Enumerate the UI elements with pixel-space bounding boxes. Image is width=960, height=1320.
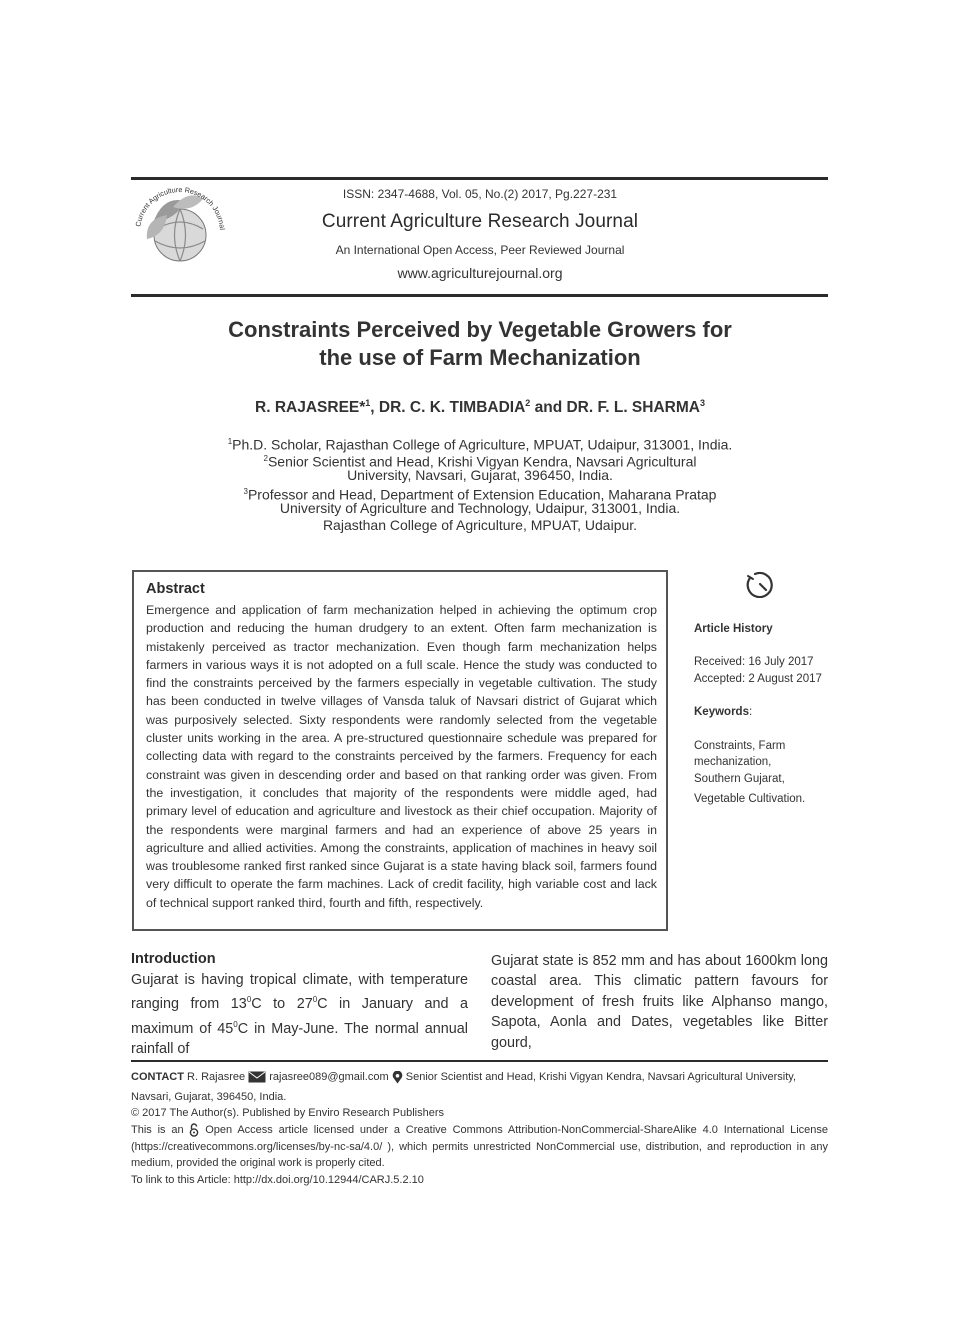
keywords-label: Keywords (694, 706, 749, 718)
abstract-heading: Abstract (146, 581, 205, 597)
intro-text: C in May-June. The normal annual rainfall of (131, 1020, 468, 1057)
contact-address-cont: Navsari, Gujarat, 396450, India. (131, 1091, 287, 1103)
author-1: R. RAJASREE* (255, 399, 366, 417)
keyword-line-2: mechanization, (694, 756, 772, 768)
keywords-colon: : (748, 706, 753, 718)
abstract-text: Emergence and application of farm mechanization helped in achieving the optimum crop production and reducing the human drudgery to an extent. Often farm mechanization is mistakenly perceived as tractor mechanization. Even though farm mechanization helps farmers in various ways it is not adopted on a full scale. Hence the study was conducted to find the constraints perceived by the farmers especially in vegetable cultivation. The study has been conducted in twelve villages of Vansda taluk of Navsari district of Gujarat which was purposively selected. Sixty respondents were randomly selected from the vegetable cluster units working in the area. A pre-structured questionnaire schedule was prepared for collecting data with regard to the constraints perceived by the farmers. Frequency for each constraint was given in descending order and based on that ranking order was given. From the investigation, it concludes that majority of the respondents were middle aged, had primary level of education and agriculture and livestock as their chief occupation. Majority of the respondents were marginal farmers and had an experience of above 25 years in agriculture and allied activities. Among the constraints, application of machines in heavy soil was troublesome ranked first ranked since Gujarat is a state having black soil, farmers found very difficult to operate the farm machines. Lack of credit facility, high variable cost and lack of technical support ranked third, fourth and fifth, respectively. (146, 603, 657, 910)
issn-line: ISSN: 2347-4688, Vol. 05, No.(2) 2017, Pg.227-231 (342, 187, 618, 201)
affiliation-text: Senior Scientist and Head, Krishi Vigyan Kendra, Navsari Agricultural (267, 453, 697, 470)
affiliation-marker: 3 (243, 487, 248, 496)
author-2: , DR. C. K. TIMBADIA (370, 399, 526, 417)
affiliation-text: Rajasthan College of Agriculture, MPUAT, Udaipur. (322, 517, 638, 533)
keyword-line-1: Constraints, Farm (694, 740, 786, 752)
license-prefix: This is an (131, 1124, 190, 1136)
license-statement (131, 1122, 828, 1172)
introduction-column-2: Gujarat state is 852 mm and has about 1600km long coastal area. This climatic pattern favours for development of fresh fruits like Alphanso mango, Sapota, Aonla and Dates, vegetables like Bitter gourd, (491, 953, 828, 1051)
affiliation-marker: 2 (263, 454, 268, 463)
intro-text: C to 27 (251, 996, 313, 1013)
author-list (0, 398, 960, 417)
journal-title: Current Agriculture Research Journal (321, 211, 639, 232)
affiliation-2-cont (0, 467, 960, 484)
accepted-date: Accepted: 2 August 2017 (694, 673, 822, 685)
contact-address: Senior Scientist and Head, Krishi Vigyan Kendra, Navsari Agricultural University, (402, 1071, 797, 1083)
affiliation-text: University of Agriculture and Technology, Udaipur, 313001, India. (279, 500, 681, 516)
affiliation-3-cont (0, 500, 960, 517)
location-pin-icon (392, 1071, 403, 1084)
affiliation-marker: 1 (227, 437, 233, 446)
article-history-label: Article History (694, 623, 773, 635)
article-title-line2: the use of Farm Mechanization (319, 345, 641, 370)
license-url-text: (https://creativecommons.org/licenses/by-nc-sa/4.0/ ), which permits unrestricted NonCommercial use, distribution, and reproduction in any medium, provided the original work is properly cited. (131, 1140, 828, 1169)
contact-label: CONTACT (131, 1071, 184, 1083)
license-text: Open Access article licensed under a Creative Commons Attribution-NonCommercial-ShareAlike 4.0 International License (205, 1124, 828, 1136)
open-access-lock-icon (189, 1123, 199, 1137)
contact-line (131, 1069, 828, 1086)
article-title-line1: Constraints Perceived by Vegetable Growers for (228, 317, 732, 342)
author-1-affil: 1 (365, 398, 371, 408)
author-3-affil: 3 (699, 398, 705, 408)
envelope-icon (248, 1071, 266, 1083)
introduction-heading: Introduction (131, 951, 216, 967)
contact-email[interactable]: rajasree089@gmail.com (269, 1071, 389, 1083)
author-2-affil: 2 (525, 398, 531, 408)
received-date: Received: 16 July 2017 (694, 656, 814, 668)
degree-mark: 0 (312, 995, 318, 1005)
introduction-column-1 (131, 970, 468, 1059)
journal-subtitle: An International Open Access, Peer Reviewed Journal (335, 243, 625, 257)
affiliation-3-cont2 (0, 517, 960, 534)
affiliation-text: Professor and Head, Department of Extension Education, Maharana Pratap (247, 486, 717, 503)
affiliation-text: University, Navsari, Gujarat, 396450, India. (347, 467, 613, 483)
crossmark-icon[interactable] (744, 570, 776, 598)
journal-url[interactable]: www.agriculturejournal.org (397, 265, 563, 281)
keywords-heading (694, 704, 752, 721)
intro-text: C in January and a maximum of 45 (131, 996, 468, 1037)
author-3: and DR. F. L. SHARMA (530, 399, 700, 417)
article-title (0, 316, 960, 372)
doi-link[interactable]: To link to this Article: http://dx.doi.org/10.12944/CARJ.5.2.10 (131, 1174, 424, 1186)
degree-mark: 0 (246, 995, 252, 1005)
header-top-rule (131, 177, 828, 180)
contact-name: R. Rajasree (183, 1071, 249, 1083)
keyword-line-4: Vegetable Cultivation. (694, 793, 806, 805)
degree-mark: 0 (233, 1019, 238, 1029)
header-bottom-rule (131, 294, 828, 297)
affiliation-text: Ph.D. Scholar, Rajasthan College of Agriculture, MPUAT, Udaipur, 313001, India. (232, 436, 733, 453)
copyright-line: © 2017 The Author(s). Published by Enviro Research Publishers (131, 1107, 445, 1119)
footer-rule (131, 1060, 828, 1062)
logo-ring-text: Current Agriculture Research Journal (133, 185, 227, 231)
keyword-line-3: Southern Gujarat, (694, 773, 785, 785)
intro-text: Gujarat is having tropical climate, with temperature ranging from 13 (131, 972, 468, 1013)
